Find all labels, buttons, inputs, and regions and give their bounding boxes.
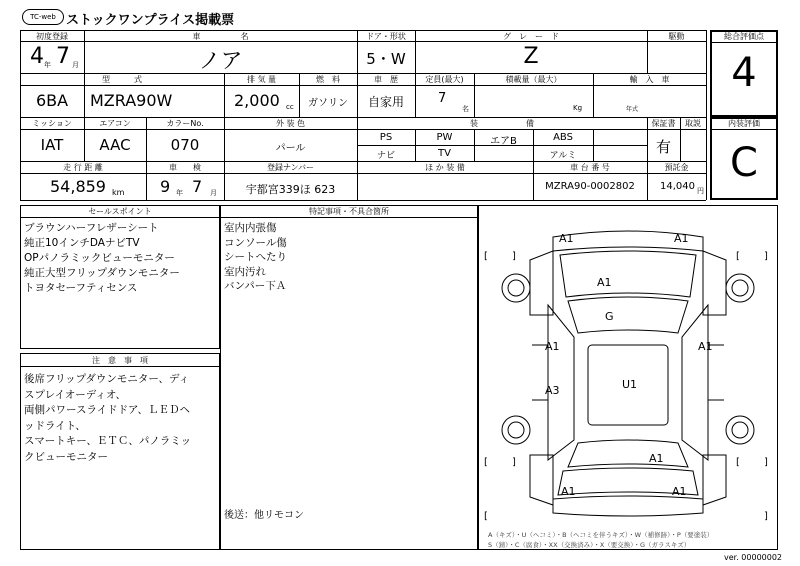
label-capacity: 定員(最大): [425, 75, 464, 84]
mileage-unit: km: [112, 188, 125, 197]
tc-web-logo: TC-web: [22, 9, 64, 25]
label-equipment: 装 備: [470, 119, 534, 128]
label-manual: 取説: [685, 119, 701, 128]
label-chassis-number: 車 台 番 号: [570, 163, 610, 172]
label-first-registration: 初度登録: [36, 32, 68, 41]
model-year-unit: 年式: [626, 106, 639, 113]
equip-alumi: アルミ: [549, 151, 577, 161]
delivery-note: 後送：他リモコン: [224, 510, 304, 521]
mark-left-side: A1: [545, 340, 560, 353]
deposit-unit: 円: [697, 187, 704, 195]
equip-tv: TV: [438, 148, 451, 159]
mark-roof: U1: [622, 378, 638, 391]
mission-value: IAT: [40, 136, 64, 154]
mark-front-right: A1: [674, 232, 689, 245]
mileage-value: 54,859: [50, 177, 106, 196]
label-color-no: カラーNo.: [166, 119, 204, 128]
sales-points-list: ブラウンハーフレザーシート 純正10インチDAナビTV OPパノラミックビューモニター 純正大型フリップダウンモニター トヨタセーフティセンス: [24, 222, 180, 294]
equip-pw: PW: [436, 132, 453, 143]
insp-month-value: 7: [192, 177, 203, 196]
grade-value: Z: [523, 44, 539, 69]
mark-bottom-right: A1: [672, 485, 687, 498]
label-car-name: 車 名: [192, 32, 249, 41]
label-inspection: 車 検: [169, 163, 201, 172]
svg-text:]: ]: [512, 251, 516, 262]
label-model-type: 型 式: [102, 75, 142, 84]
reg-month-unit: 月: [72, 61, 79, 69]
svg-text:[: [: [736, 251, 740, 262]
version-label: ver. 00000002: [724, 553, 783, 562]
label-exterior-color: 外 装 色: [275, 119, 306, 128]
svg-text:]: ]: [764, 511, 768, 522]
type-prefix-value: 6BA: [35, 91, 69, 110]
plate-value: 宇都宮339ほ 623: [245, 183, 336, 196]
displacement-value: 2,000: [234, 91, 280, 110]
reg-year-unit: 年: [44, 61, 51, 69]
label-sales-point: セールスポイント: [88, 207, 152, 216]
door-type-value: 5・W: [366, 50, 406, 68]
purpose-value: 自家用: [367, 95, 404, 109]
insp-month-unit: 月: [210, 189, 217, 197]
exterior-color-value: パール: [275, 143, 306, 154]
deposit-value: 14,040: [660, 181, 695, 192]
overall-rating-value: 4: [731, 50, 757, 96]
label-load-capacity: 積載量（最大）: [505, 75, 562, 84]
mark-right-side: A1: [698, 340, 713, 353]
mark-left-rear: A3: [545, 384, 560, 397]
label-mileage: 走 行 距 離: [63, 163, 103, 172]
reg-month-value: 7: [56, 44, 70, 69]
label-drive: 駆動: [668, 32, 685, 41]
label-plate-number: 登録ナンバー: [266, 163, 315, 172]
svg-text:[: [: [484, 511, 488, 522]
label-aircon: エアコン: [99, 119, 131, 128]
cautions-text: 後席フリップダウンモニター、ディ スプレイオーディオ、 両側パワースライドドア、ＬＥＤヘ ッドライト、 スマートキー、ＥＴＣ、パノラミッ クビューモニター: [24, 373, 192, 463]
insp-year-value: 9: [160, 177, 171, 196]
insp-year-unit: 年: [176, 189, 183, 197]
svg-text:[: [: [736, 457, 740, 468]
mark-rear-right: A1: [649, 452, 664, 465]
equip-nav: ナビ: [376, 151, 395, 161]
mark-bottom-left: A1: [561, 485, 576, 498]
warranty-value: 有: [655, 138, 671, 156]
label-door-type: ドア・形状: [366, 32, 406, 41]
capacity-unit: 名: [462, 105, 469, 113]
interior-rating-value: C: [730, 140, 758, 186]
label-other-equipment: ほ か 装 備: [425, 163, 465, 172]
label-interior-rating: 内装評価: [728, 119, 760, 128]
equip-abs: ABS: [553, 132, 573, 143]
special-notes-list: 室内内張傷 コンソール傷 シートへたり 室内汚れ バンパー下Ａ: [224, 222, 287, 292]
load-unit: Kg: [573, 104, 583, 112]
label-mission: ミッション: [32, 119, 72, 128]
equip-airbag: エアB: [490, 136, 517, 147]
label-import-car: 輸 入 車: [629, 75, 670, 84]
legend-line-1: A（キズ）・U（ヘコミ）・B（ヘコミを伴うキズ）・W（補修跡）・P（要塗装）: [488, 531, 714, 539]
label-grade: グ レ ー ド: [503, 32, 559, 41]
svg-text:]: ]: [764, 251, 768, 262]
model-value: MZRA90W: [90, 91, 173, 110]
svg-text:]: ]: [512, 457, 516, 468]
chassis-no-value: MZRA90-0002802: [545, 181, 635, 192]
mark-front-left: A1: [559, 232, 574, 245]
label-special-notes: 特記事項・不具合箇所: [309, 207, 389, 216]
reg-year-value: 4: [30, 44, 44, 69]
label-displacement: 排 気 量: [246, 75, 277, 84]
label-purpose: 車 歴: [374, 75, 398, 84]
label-warranty-card: 保証書: [651, 119, 676, 128]
svg-text:]: ]: [764, 457, 768, 468]
car-name-value: ノア: [198, 49, 243, 74]
mark-windshield: G: [605, 310, 614, 323]
document-title: ストックワンプライス掲載票: [66, 13, 235, 28]
capacity-value: 7: [438, 91, 447, 106]
label-deposit-fee: 預託金: [664, 163, 689, 172]
svg-text:[: [: [484, 457, 488, 468]
svg-text:[: [: [484, 251, 488, 262]
displacement-unit: cc: [286, 103, 294, 111]
legend-line-2: S（錆）・C（腐食）・XX（交換済み）・X（要交換）・G（ガラスキズ）: [488, 541, 691, 549]
label-fuel: 燃 料: [316, 75, 340, 84]
mark-hood: A1: [597, 276, 612, 289]
label-cautions: 注 意 事 項: [92, 356, 148, 365]
aircon-value: AAC: [99, 136, 131, 154]
label-overall-rating: 総合評価点: [724, 32, 764, 41]
color-no-value: 070: [170, 136, 200, 154]
equip-ps: PS: [379, 132, 393, 143]
fuel-value: ガソリン: [308, 98, 348, 109]
